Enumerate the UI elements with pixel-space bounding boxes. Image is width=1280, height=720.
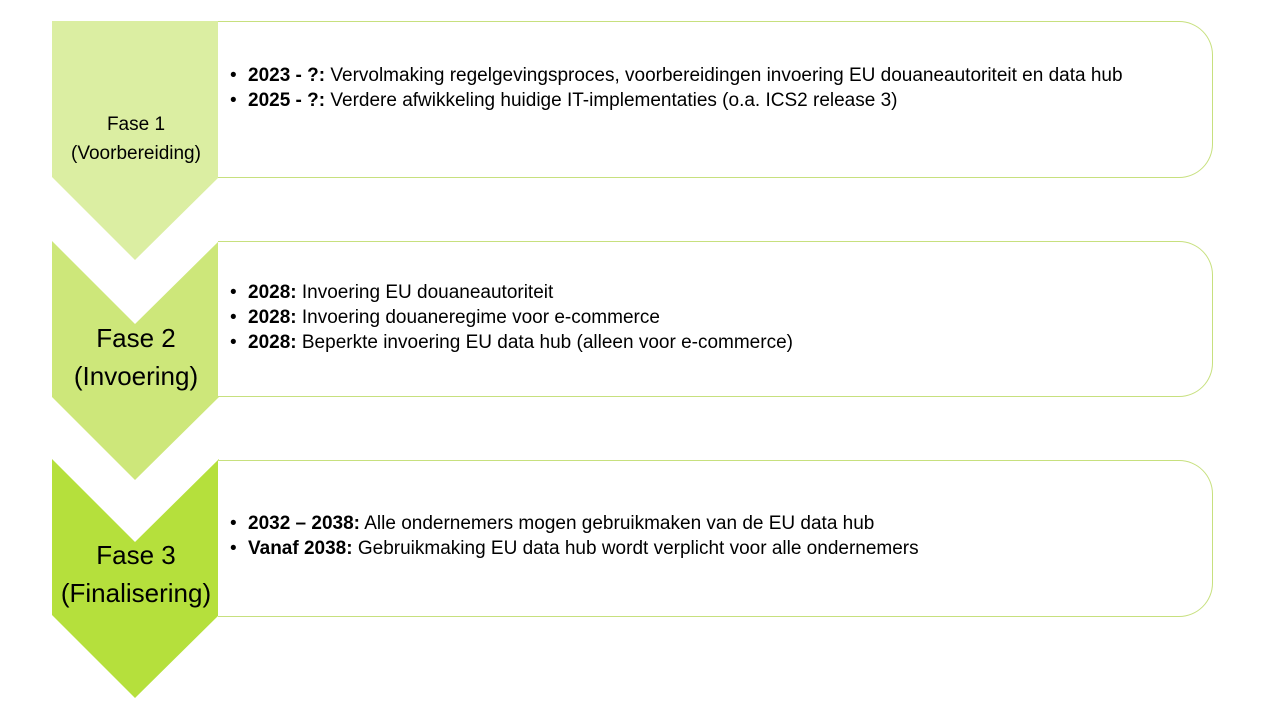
phase-1-subtitle: (Voorbereiding) xyxy=(71,143,201,165)
phase-1-label xyxy=(52,110,220,169)
list-item xyxy=(230,538,1188,560)
item-year: 2028: xyxy=(248,332,297,353)
phase-3-name: Fase 3 xyxy=(96,540,176,570)
list-item xyxy=(230,282,1188,304)
item-year: 2032 – 2038: xyxy=(248,513,360,534)
phase-1-items xyxy=(230,65,1188,115)
phase-2-label xyxy=(52,320,220,395)
phase-2-items xyxy=(230,282,1188,357)
phase-3-subtitle: (Finalisering) xyxy=(60,577,212,608)
bullet-icon: • xyxy=(230,332,237,353)
phase-3-card xyxy=(218,460,1213,617)
phase-1-name: Fase 1 xyxy=(106,114,166,135)
bullet-icon: • xyxy=(230,307,237,328)
bullet-icon: • xyxy=(230,538,237,559)
bullet-icon: • xyxy=(230,65,237,86)
phase-2-card xyxy=(218,241,1213,397)
item-text: Gebruikmaking EU data hub wordt verplicht voor alle ondernemers xyxy=(352,538,919,559)
item-text: Alle ondernemers mogen gebruikmaken van de EU data hub xyxy=(360,513,875,534)
phase-1-card xyxy=(218,21,1213,178)
bullet-icon: • xyxy=(230,513,237,534)
item-year: 2028: xyxy=(248,282,297,303)
phase-3-label xyxy=(52,537,220,612)
phase-3-items xyxy=(230,513,1188,563)
bullet-icon: • xyxy=(230,282,237,303)
list-item xyxy=(230,513,1188,535)
list-item xyxy=(230,90,1188,112)
item-year: 2023 - ?: xyxy=(248,65,326,86)
item-text: Invoering douaneregime voor e-commerce xyxy=(296,307,660,328)
item-text: Invoering EU douaneautoriteit xyxy=(296,282,554,303)
item-text: Beperkte invoering EU data hub (alleen voor e-commerce) xyxy=(296,332,793,353)
item-text: Vervolmaking regelgevingsproces, voorbereidingen invoering EU douaneautoriteit en data hub xyxy=(325,65,1123,86)
item-year: Vanaf 2038: xyxy=(248,538,353,559)
phase-2-subtitle: (Invoering) xyxy=(73,360,199,391)
item-year: 2025 - ?: xyxy=(248,90,326,111)
bullet-icon: • xyxy=(230,90,237,111)
list-item xyxy=(230,307,1188,329)
list-item xyxy=(230,65,1188,87)
item-year: 2028: xyxy=(248,307,297,328)
list-item xyxy=(230,332,1188,354)
phase-2-name: Fase 2 xyxy=(96,323,176,353)
item-text: Verdere afwikkeling huidige IT-implementaties (o.a. ICS2 release 3) xyxy=(325,90,898,111)
